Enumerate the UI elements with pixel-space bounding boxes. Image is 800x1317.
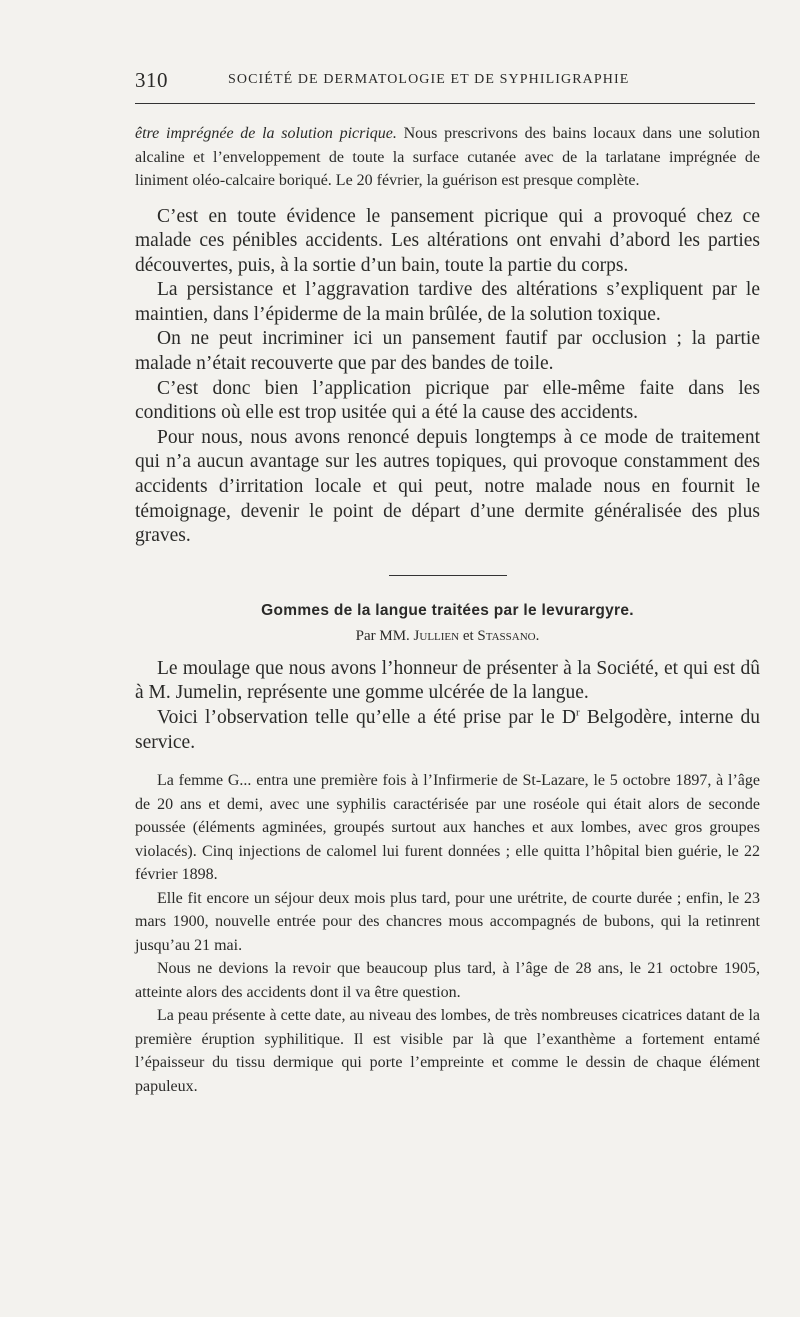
section-divider — [389, 575, 507, 576]
paragraph: On ne peut incriminer ici un pansement fautif par occlusion ; la partie malade n’était recouverte que par des bandes de toile. — [135, 328, 760, 375]
observation-after: Belgodère, interne du service. — [135, 707, 760, 753]
running-title: SOCIÉTÉ DE DERMATOLOGIE ET DE SYPHILIGRAPHIE — [228, 72, 630, 87]
page-body — [135, 122, 760, 1098]
observation-intro — [135, 706, 760, 755]
paragraph: Le moulage que nous avons l’honneur de présenter à la Société, et qui est dû à M. Jumelin, représente une gomme ulcérée de la langue. — [135, 657, 760, 704]
paragraph: La persistance et l’aggravation tardive des altérations s’expliquent par le maintien, dans l’épiderme de la main brûlée, de la solution toxique. — [135, 279, 760, 325]
author-jullien: Jullien — [413, 627, 460, 644]
authors-suffix: . — [535, 627, 540, 644]
page-number: 310 — [135, 68, 168, 92]
intro-text: Nous prescrivons des bains locaux dans une solution alcaline et l’enveloppement de toute la surface cutanée avec de la tarlatane imprégnée de liniment oléo-calcaire boriqué. Le 20 février, la guérison est presque complète. — [135, 125, 760, 189]
paragraph: C’est en toute évidence le pansement picrique qui a provoqué chez ce malade ces pénibles accidents. Les altérations ont envahi d’abord les parties découvertes, puis, à la sortie d’un bain, toute la partie du corps. — [135, 205, 760, 276]
page-header — [135, 66, 760, 98]
observation-sup: r — [575, 706, 580, 719]
discussion-block — [135, 205, 760, 549]
paragraph: La peau présente à cette date, au niveau des lombes, de très nombreuses cicatrices datant de la première éruption syphilitique. Il est visible par là que l’exanthème a fortement entamé l’épaisseur du tissu dermique qui porte l’empreinte et comme le dessin de chaque élément papuleux. — [135, 1007, 760, 1095]
paragraph: C’est donc bien l’application picrique par elle-même faite dans les conditions où elle est trop usitée qui a été la cause des accidents. — [135, 377, 760, 424]
intro-paragraph — [135, 122, 760, 193]
paragraph: Elle fit encore un séjour deux mois plus tard, pour une urétrite, de courte durée ; enfin, le 23 mars 1900, nouvelle entrée pour des chancres mous accompagnés de bubons, qui la retinrent jusqu’au 21 mai. — [135, 889, 760, 954]
authors-join: et — [459, 627, 478, 644]
header-rule — [135, 103, 755, 104]
paragraph: La femme G... entra une première fois à l’Infirmerie de St-Lazare, le 5 octobre 1897, à l’âge de 20 ans et demi, avec une syphilis caractérisée par une roséole qui était alors de seconde poussée (éléments agminées, groupés surtout aux hanches et aux lombes, avec gros groupes violacés). Cinq injections de calomel lui furent données ; elle quitta l’hôpital bien guérie, le 22 février 1898. — [135, 772, 760, 884]
paragraph: Pour nous, nous avons renoncé depuis longtemps à ce mode de traitement qui n’a aucun avantage sur les autres topiques, qui provoque constamment des accidents d’irritation locale et qui peut, notre malade nous en fournit le témoignage, devenir le point de départ d’une dermite généralisée des plus graves. — [135, 426, 760, 547]
case-report-block — [135, 769, 760, 1098]
section-title: Gommes de la langue traitées par le levurargyre. — [261, 601, 634, 619]
authors-prefix: Par MM. — [355, 627, 414, 644]
presentation-block — [135, 657, 760, 755]
observation-before: Voici l’observation telle qu’elle a été prise par le D — [157, 707, 576, 728]
paragraph: Nous ne devions la revoir que beaucoup plus tard, à l’âge de 28 ans, le 21 octobre 1905, atteinte alors des accidents dont il va être question. — [135, 960, 760, 1001]
intro-italic-lead: être imprégnée de la solution picrique. — [135, 125, 397, 142]
author-stassano: Stassano — [477, 627, 536, 644]
section-authors — [135, 628, 760, 645]
